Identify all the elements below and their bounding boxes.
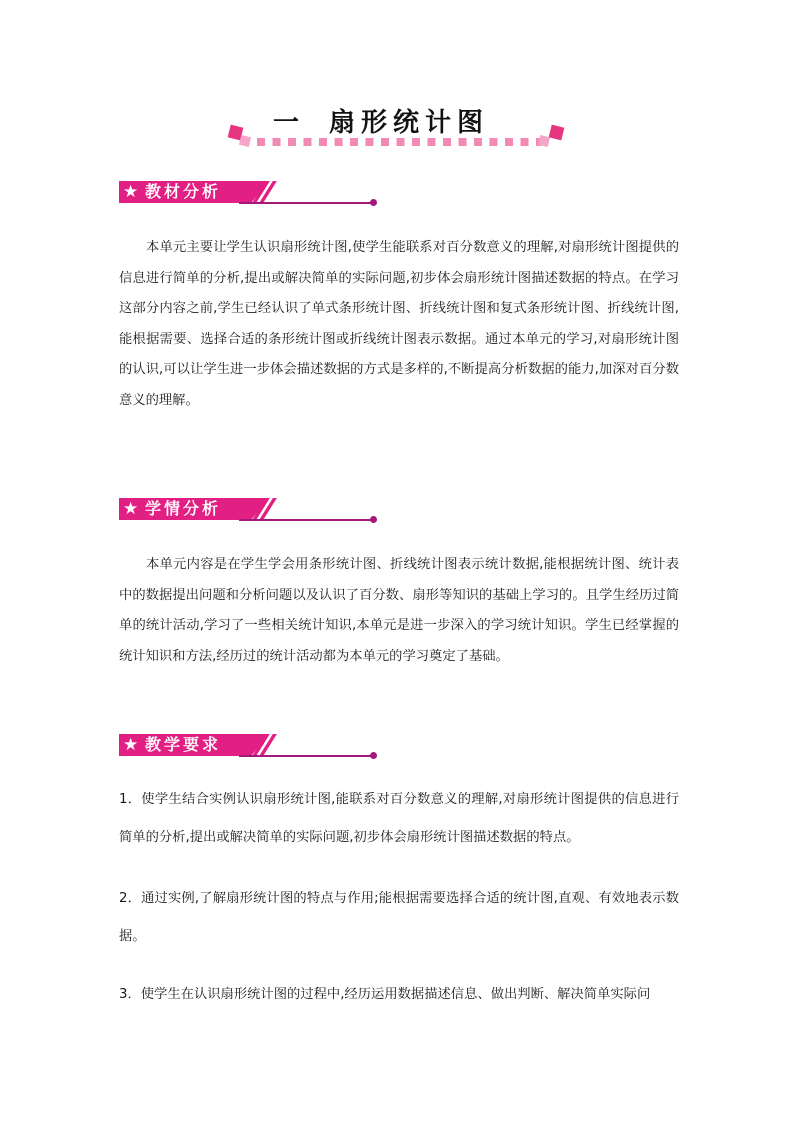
star-icon: ★ — [123, 182, 139, 202]
section-header — [119, 181, 379, 205]
section-underline — [239, 519, 373, 521]
section-heading: 学情分析 — [145, 499, 222, 518]
section-heading: 教材分析 — [145, 182, 222, 201]
decorative-square-icon — [239, 135, 251, 147]
section-paragraph: 本单元内容是在学生学会用条形统计图、折线统计图表示统计数据,能根据统计图、统计表中的数据提出问题和分析问题以及认识了百分数、扇形等知识的基础上学习的。且学生经历过简单的统计活动,学习了一些相关统计知识,本单元是进一步深入的学习统计知识。学生已经掌握的统计知识和方法,经历过的统计活动都为本单元的学习奠定了基础。 — [119, 557, 679, 664]
section-header — [119, 498, 379, 522]
section-endpoint-dot — [370, 199, 377, 206]
star-icon: ★ — [123, 735, 139, 755]
list-item: 3．使学生在认识扇形统计图的过程中,经历运用数据描述信息、做出判断、解决简单实际问 — [119, 987, 651, 1002]
star-icon: ★ — [123, 499, 139, 519]
section-header — [119, 734, 379, 758]
section-paragraph: 本单元主要让学生认识扇形统计图,使学生能联系对百分数意义的理解,对扇形统计图提供的信息进行简单的分析,提出或解决简单的实际问题,初步体会扇形统计图描述数据的特点。在学习这部分内容之前,学生已经认识了单式条形统计图、折线统计图和复式条形统计图、折线统计图,能根据需要、选择合适的条形统计图或折线统计图表示数据。通过本单元的学习,对扇形统计图的认识,可以让学生进一步体会描述数据的方式是多样的,不断提高分析数据的能力,加深对百分数意义的理解。 — [119, 240, 679, 408]
section-underline — [239, 755, 373, 757]
section-endpoint-dot — [370, 752, 377, 759]
decorative-square-icon — [538, 135, 550, 147]
section-endpoint-dot — [370, 516, 377, 523]
decorative-square-icon — [549, 125, 565, 141]
section-underline — [239, 202, 373, 204]
chapter-title-block — [225, 98, 575, 158]
chapter-title — [273, 102, 489, 139]
section-heading: 教学要求 — [145, 735, 222, 754]
chapter-number: 一 — [273, 108, 306, 138]
dotted-rule — [257, 138, 541, 146]
chapter-title-text: 扇形统计图 — [329, 108, 490, 138]
list-item: 1．使学生结合实例认识扇形统计图,能联系对百分数意义的理解,对扇形统计图提供的信息进行简单的分析,提出或解决简单的实际问题,初步体会扇形统计图描述数据的特点。 — [119, 792, 679, 845]
list-item: 2．通过实例,了解扇形统计图的特点与作用;能根据需要选择合适的统计图,直观、有效地表示数据。 — [119, 891, 679, 944]
